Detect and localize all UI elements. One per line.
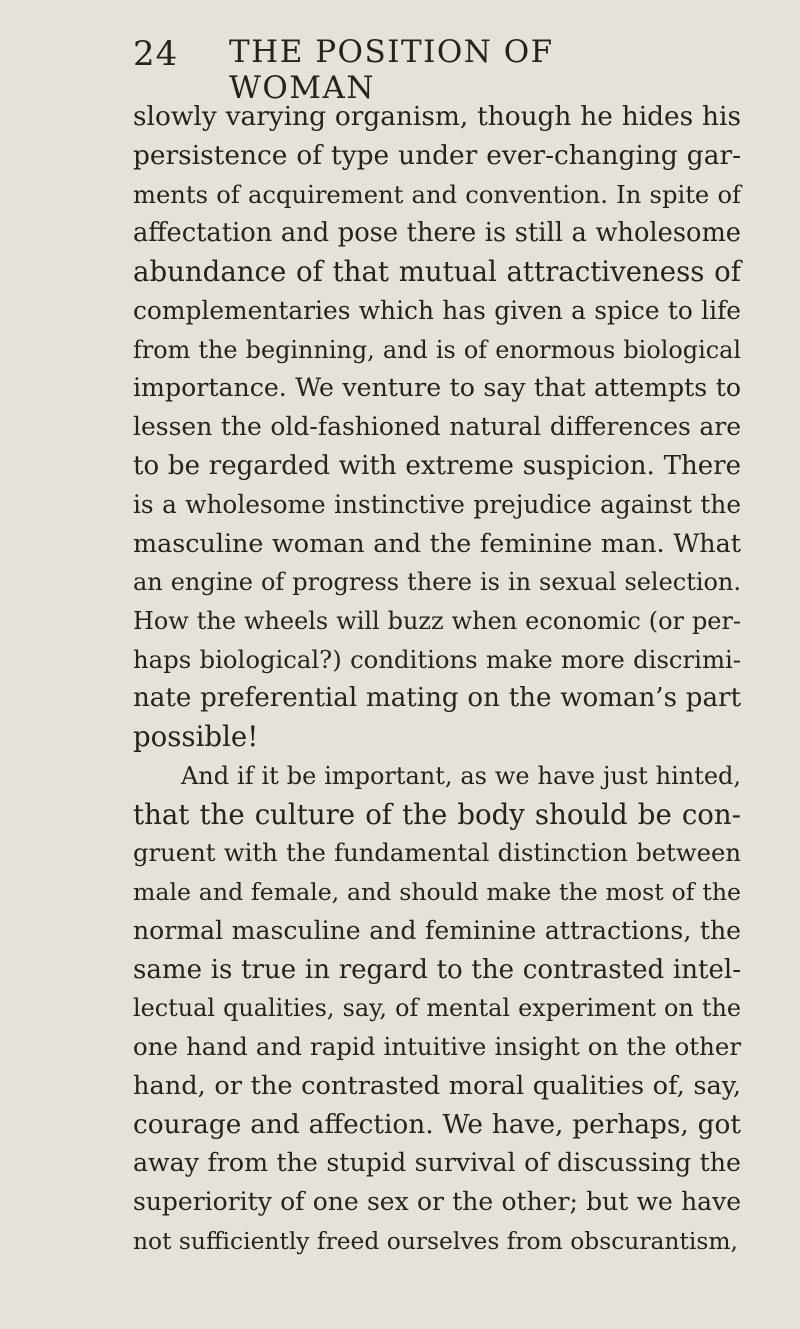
- text-line: away from the stupid survival of discussing the: [133, 1148, 741, 1178]
- text-line: persistence of type under ever-changing gar-: [133, 139, 741, 171]
- text-line: importance. We venture to say that attempts to: [133, 373, 741, 403]
- text-line: And if it be important, as we have just hinted,: [181, 761, 741, 790]
- running-title: THE POSITION OF WOMAN: [229, 34, 554, 106]
- text-line: masculine woman and the feminine man. What: [133, 528, 741, 559]
- text-line: ments of acquirement and convention. In spite of: [133, 180, 741, 209]
- page-number: 24: [133, 34, 179, 74]
- text-line: courage and affection. We have, perhaps, got: [133, 1109, 741, 1140]
- text-line: complementaries which has given a spice to life: [133, 295, 741, 325]
- running-head: [133, 28, 693, 106]
- text-line: affectation and pose there is still a wholesome: [133, 218, 741, 249]
- text-line: one hand and rapid intuitive insight on the other: [133, 1032, 741, 1061]
- text-line: from the beginning, and is of enormous biological: [133, 335, 741, 364]
- paragraph-1: [133, 98, 741, 757]
- text-line: to be regarded with extreme suspicion. There: [133, 450, 741, 481]
- text-line: same is true in regard to the contrasted intel-: [133, 954, 741, 985]
- text-line: possible!: [133, 720, 259, 753]
- text-line: lectual qualities, say, of mental experiment on the: [133, 994, 741, 1023]
- text-line: is a wholesome instinctive prejudice against the: [133, 489, 741, 519]
- text-line: slowly varying organism, though he hides his: [133, 102, 741, 132]
- text-line: superiority of one sex or the other; but we have: [133, 1187, 741, 1216]
- paragraph-2: [133, 757, 741, 1261]
- text-line: abundance of that mutual attractiveness of: [133, 255, 741, 288]
- text-line: haps biological?) conditions make more discrimi-: [133, 644, 741, 674]
- text-line: not sufficiently freed ourselves from obscurantism,: [133, 1226, 738, 1255]
- text-line: hand, or the contrasted moral qualities of, say,: [133, 1070, 741, 1101]
- body-text: [133, 98, 741, 1261]
- text-line: that the culture of the body should be con-: [133, 797, 741, 831]
- text-line: gruent with the fundamental distinction between: [133, 838, 741, 868]
- text-line: nate preferential mating on the woman’s part: [133, 683, 741, 714]
- text-line: normal masculine and feminine attractions, the: [133, 915, 741, 945]
- text-line: male and female, and should make the most of the: [133, 878, 741, 906]
- text-line: How the wheels will buzz when economic (or per-: [133, 606, 741, 635]
- text-line: an engine of progress there is in sexual selection.: [133, 568, 741, 596]
- text-line: lessen the old-fashioned natural differences are: [133, 412, 741, 441]
